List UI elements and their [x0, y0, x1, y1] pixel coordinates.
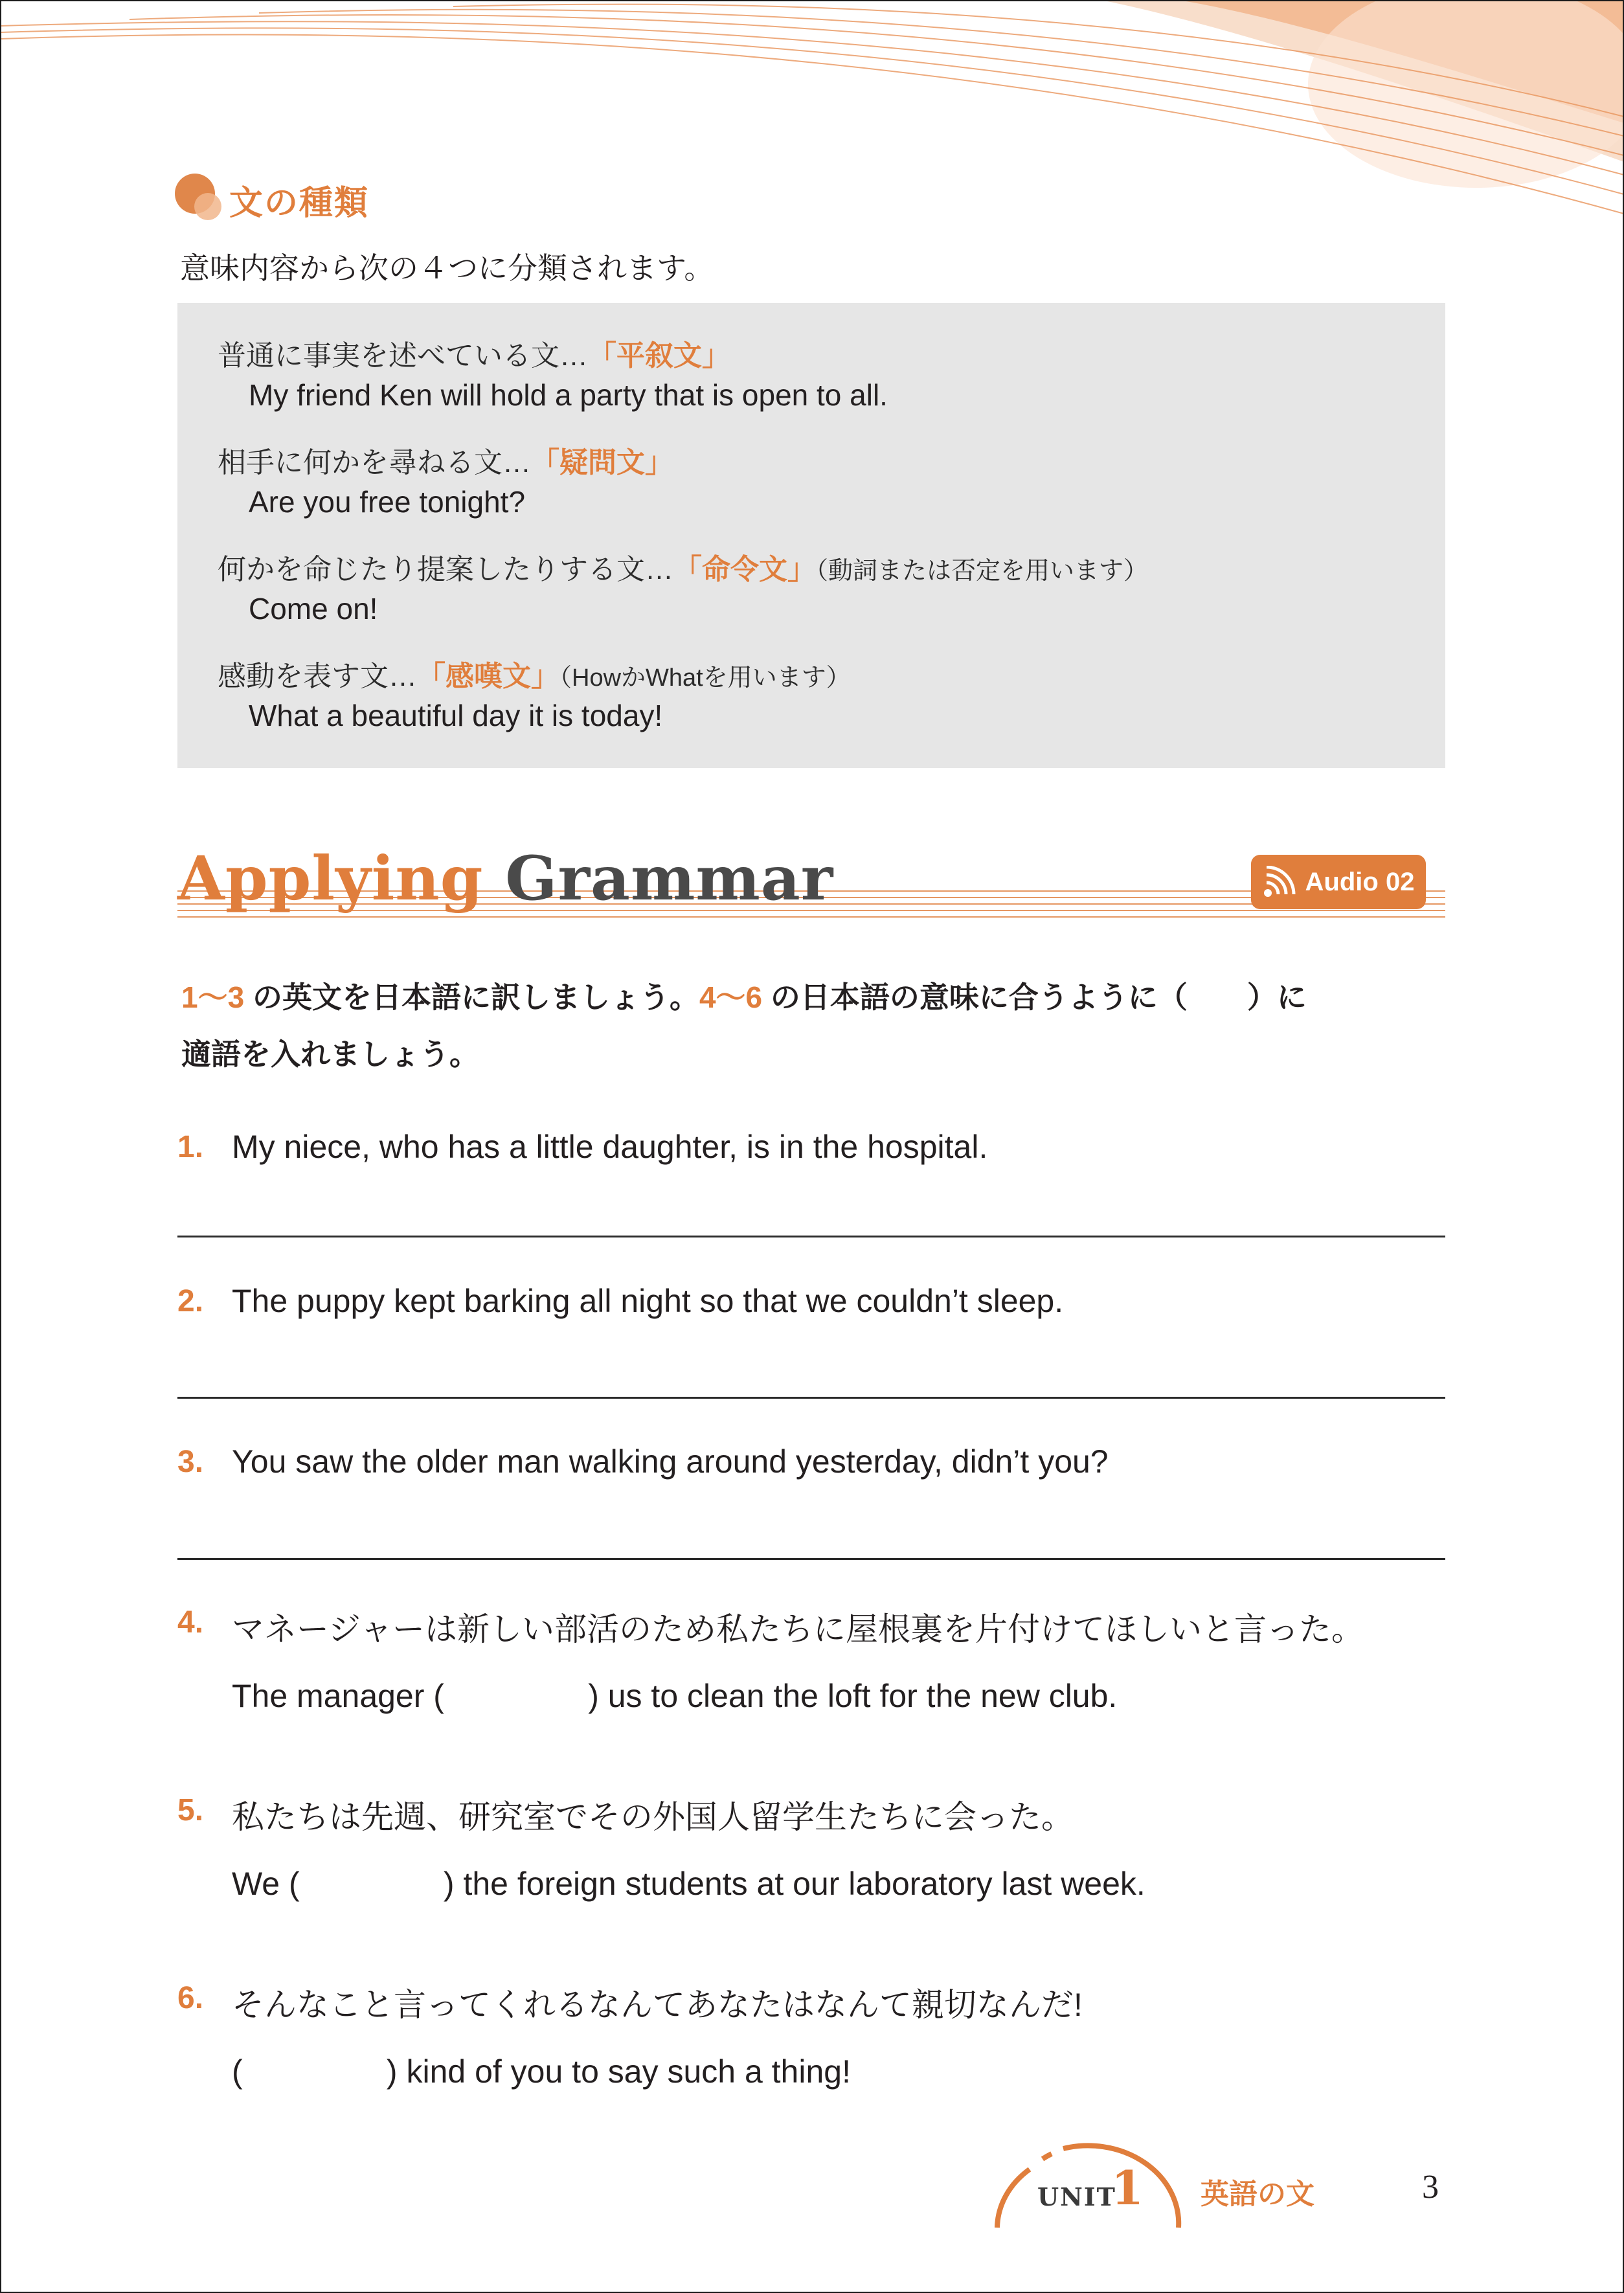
question-number: 1.: [177, 1130, 204, 1164]
page-number: 3: [1422, 2169, 1439, 2206]
applying-grammar-title: Applying Grammar: [177, 843, 834, 914]
fill-in-blank-sentence[interactable]: The manager ( ) us to clean the loft for the new club.: [232, 1678, 1118, 1714]
type-description: 普通に事実を述べている文…「平叙文」: [218, 340, 730, 372]
audio-button[interactable]: [1251, 855, 1426, 909]
question-text: 私たちは先週、研究室でその外国人留学生たちに会った。: [232, 1799, 1074, 1835]
answer-line[interactable]: [177, 1397, 1445, 1399]
audio-label: Audio 02: [1305, 867, 1415, 896]
question-text: マネージャーは新しい部活のため私たちに屋根裏を片付けてほしいと言った。: [232, 1611, 1364, 1647]
unit-title: 英語の文: [1201, 2178, 1314, 2210]
type-name: 「感嘆文」: [417, 661, 559, 692]
type-description: 感動を表す文…「感嘆文」（HowかWhatを用います）: [218, 661, 851, 692]
type-example: Come on!: [249, 592, 378, 626]
type-description: 相手に何かを尋ねる文…「疑問文」: [218, 447, 673, 479]
sentence-types-box: [177, 303, 1445, 768]
unit-label: UNIT: [1037, 2182, 1116, 2211]
type-name: 「命令文」: [673, 554, 816, 585]
type-note: （動詞または否定を用います）: [816, 558, 1149, 585]
fill-in-blank-sentence[interactable]: ( ) kind of you to say such a thing!: [232, 2053, 851, 2090]
type-name: 「疑問文」: [531, 447, 673, 479]
type-example: Are you free tonight?: [249, 485, 526, 519]
section-header: [175, 174, 369, 225]
answer-line[interactable]: [177, 1236, 1445, 1237]
question-text: My niece, who has a little daughter, is in the hospital.: [232, 1129, 988, 1165]
question-number: 3.: [177, 1445, 204, 1479]
section-title: 文の種類: [229, 184, 370, 222]
type-example: My friend Ken will hold a party that is open to all.: [249, 378, 888, 412]
question-text: You saw the older man walking around yesterday, didn’t you?: [232, 1443, 1109, 1480]
unit-number: 1: [1111, 2160, 1144, 2215]
type-description: 何かを命じたり提案したりする文…「命令文」（動詞または否定を用います）: [218, 554, 1149, 585]
type-name: 「平叙文」: [588, 340, 730, 372]
audio-waves-icon: [1263, 866, 1299, 898]
instruction-line-2: 適語を入れましょう。: [181, 1037, 479, 1071]
answer-line[interactable]: [177, 1558, 1445, 1560]
question-text: そんなこと言ってくれるなんてあなたはなんて親切なんだ!: [232, 1987, 1083, 2023]
instruction-line-1: 1～3 の英文を日本語に訳しましょう。4～6 の日本語の意味に合うように（ ）に: [181, 980, 1307, 1014]
question-text: The puppy kept barking all night so that we couldn’t sleep.: [232, 1283, 1064, 1319]
fill-in-blank-sentence[interactable]: We ( ) the foreign students at our laboratory last week.: [232, 1866, 1145, 1902]
question-number: 4.: [177, 1605, 204, 1640]
type-note: （HowかWhatを用います）: [559, 664, 851, 692]
section-intro: 意味内容から次の４つに分類されます。: [180, 251, 714, 285]
question-number: 2.: [177, 1284, 204, 1318]
bullet-circle-icon: [175, 174, 227, 225]
question-number: 6.: [177, 1981, 204, 2015]
question-number: 5.: [177, 1793, 204, 1827]
type-example: What a beautiful day it is today!: [249, 699, 663, 732]
